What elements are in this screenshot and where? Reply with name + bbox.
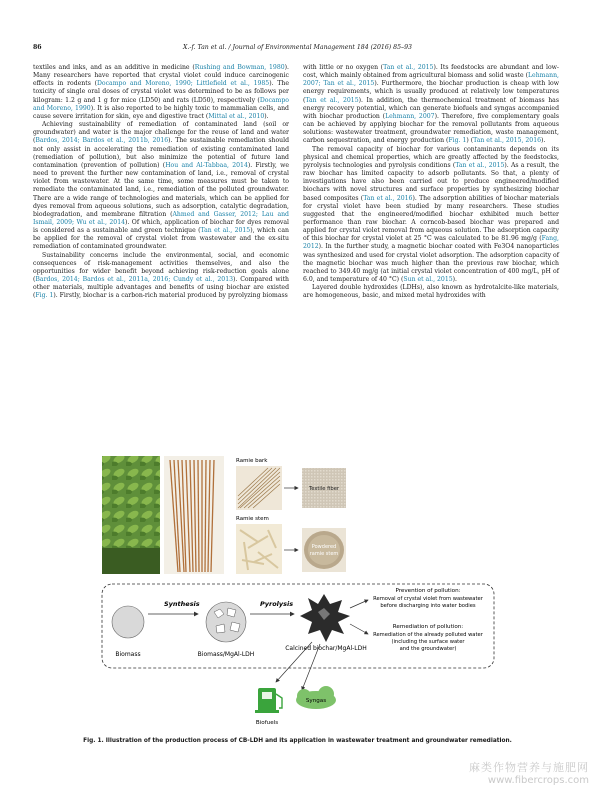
body-paragraph [33, 64, 289, 121]
label-textile-fiber: Textile fiber [308, 486, 340, 492]
paragraph-text: ), which can be applied for the removal of crystal violet from wastewater and the ex-situ remediation of contaminated groundwater. [33, 227, 289, 251]
left-text-column [33, 64, 289, 301]
body-paragraph [303, 284, 559, 300]
paragraph-text: ). Firstly, biochar is a carbon-rich material produced by pyrolyzing biomass [53, 292, 288, 300]
figure-caption: Fig. 1. Illustration of the production process of CB-LDH and its application in wastewater treatment and groundwater remediation. [83, 738, 512, 744]
label-calcined-biochar: Calcined biochar/MgAl-LDH [285, 645, 367, 652]
label-biomass-ldh: Biomass/MgAl-LDH [197, 651, 255, 658]
citation-link[interactable]: Mittal et al., 2010 [208, 112, 265, 120]
paragraph-text: ). [264, 112, 269, 120]
citation-link[interactable]: Rushing and Bowman, 1980 [194, 64, 285, 71]
paragraph-text: ). In the further study, a magnetic biochar coated with Fe3O4 nanoparticles was synthesized and used for crystal violet adsorption. The adsorption capacity of the magnetic biochar was much higher than the previous raw biochar, which reached to 349.40 mg/g (at initial crystal violet concentration of 400 mg/L, pH of 6.0, and temperature of 40 °C) ( [303, 243, 559, 284]
paragraph-text: ). Compared with other materials, multiple advantages and benefits of using biochar are existed ( [33, 276, 289, 300]
label-powdered: Powdered [311, 544, 337, 550]
label-biomass: Biomass [115, 651, 141, 658]
biomass-particle [112, 606, 144, 638]
site-watermark [469, 759, 589, 786]
powdered-ramie-stem-photo [302, 528, 346, 572]
paragraph-text: ). It is also reported to be highly toxic to mammalian cells, and cause severe irritation for skin, eye and digestive tract ( [33, 104, 289, 120]
label-syngas: Syngas [305, 698, 327, 704]
journal-citation: X.-f. Tan et al. / Journal of Environmental Management 184 (2016) 85–93 [183, 44, 412, 51]
citation-link[interactable]: Tan et al., 2016 [363, 194, 413, 202]
ramie-bark-photo [236, 466, 282, 510]
body-paragraph [303, 146, 559, 285]
citation-link[interactable]: Docampo and Moreno, 1990 [33, 96, 289, 112]
citation-link[interactable]: Hou and Al-Tabbaa, 2014 [165, 161, 248, 169]
page-number: 86 [33, 44, 42, 51]
label-ramie-bark: Ramie bark [236, 458, 268, 464]
body-paragraph [33, 252, 289, 301]
paragraph-text: The removal capacity of biochar for various contaminants depends on its physical and chemical properties, which are greatly affected by the feedstocks, pyrolysis technologies and pyrolysis conditions ( [303, 145, 559, 169]
watermark-cn: 麻类作物营养与施肥网 [469, 761, 589, 774]
ramie-stems-photo [164, 456, 224, 574]
label-pyrolysis: Pyrolysis [260, 600, 294, 608]
citation-link[interactable]: Ahmed and Gasser, 2012; Lau and Ismail, 2009; Wu et al., 2014 [33, 210, 289, 226]
paragraph-text: ). [541, 137, 546, 145]
body-paragraph [33, 121, 289, 252]
svg-text:before discharging into water: before discharging into water bodies [380, 603, 476, 609]
citation-link[interactable]: Fig. 1 [448, 137, 467, 145]
citation-link[interactable]: Tan et al., 2015 [455, 161, 505, 169]
paragraph-text: Achieving sustainability of remediation of contaminated land (soil or groundwater) and water is the major challenge for the reuse of land and water ( [33, 121, 289, 145]
citation-link[interactable]: Tan et al., 2015 [305, 96, 359, 104]
biomass-ldh-particle [206, 602, 246, 642]
citation-link[interactable]: Fang, 2012 [303, 235, 559, 251]
body-paragraph [303, 64, 559, 146]
label-ramie-stem: Ramie stem [236, 516, 269, 522]
citation-link[interactable]: Fig. 1 [35, 292, 54, 300]
figure-1 [98, 452, 498, 732]
svg-text:and the groundwater): and the groundwater) [399, 646, 457, 652]
citation-link[interactable]: Tan et al., 2015 [200, 227, 251, 235]
paragraph-text: Sustainability concerns include the environmental, social, and economic consequences of risk-management activities themselves, and also the opportunities for wider benefit beyond achieving risk-reduction goals alone ( [33, 251, 289, 284]
paragraph-text: ). Firstly, we need to prevent the further new contamination of land, i.e., removal of crystal violet from wastewater. At the same time, some measures must be taken to remediate the contaminated land, i.e., remediation of the polluted groundwater. There are a wide range of technologies and materials, which can be applied for dyes removal from aqueous solutions, such as adsorption, catalytic degradation, biodegradation, and membrane filtration ( [33, 161, 289, 218]
citation-link[interactable]: Lehmann, 2007 [385, 112, 435, 120]
watermark-url: www.fibercrops.com [487, 775, 589, 786]
paragraph-text: ). The toxicity of single oral doses of crystal violet was determined to be as follows per kilogram: 1.2 g and 1 g for mice (LD50) and rats (LD50), respectively ( [33, 80, 289, 104]
paragraph-text: Layered double hydroxides (LDHs), also known as hydrotalcite-like materials, are homogeneous, basic, and mixed metal hydroxides with [303, 284, 559, 300]
paragraph-text: ). [452, 276, 457, 284]
ramie-plant-photo [102, 456, 160, 574]
label-ramie-stem-powder: ramie stem [309, 551, 339, 557]
paragraph-text: ). Its feedstocks are abundant and low-cost, which mainly obtained from agricultural biomass and solid waste ( [303, 64, 559, 80]
remediation-of-pollution [373, 624, 484, 652]
citation-link[interactable]: Bardos, 2014; Bardos et al., 2011b, 2016 [35, 137, 169, 145]
fuel-pump-icon [255, 688, 282, 713]
paragraph-text: with little or no oxygen ( [303, 64, 384, 71]
prevention-of-pollution [373, 588, 484, 609]
citation-link[interactable]: Tan et al., 2015 [383, 64, 434, 71]
svg-text:(including the surface water: (including the surface water [391, 639, 465, 645]
ramie-stem-photo [236, 524, 282, 574]
citation-link[interactable]: Bardos, 2014; Bardos et al., 2011a, 2016; Cundy et al., 2013 [35, 276, 234, 284]
paragraph-text: ). Many researchers have reported that crystal violet could induce carcinogenic effects in rodents ( [33, 64, 290, 88]
citation-link[interactable]: Tan et al., 2015, 2016 [473, 137, 542, 145]
paragraph-text: ). Furthermore, the biochar production is cheap with low energy requirements, which is usually produced at relatively low temperatures ( [303, 80, 559, 104]
svg-text:Removal of crystal violet from: Removal of crystal violet from wastewater [373, 596, 483, 602]
paragraph-text: ). Therefore, five complementary goals can be achieved by applying biochar for the removal pollutants from aqueous solutions: wastewater treatment, groundwater remediation, waste management, carbon sequestration, and energy production ( [303, 112, 560, 145]
paragraph-text: ). In addition, the thermochemical treatment of biomass has energy recovery potential, which can generate biofuels and syngas accompanied with biochar production ( [303, 96, 559, 120]
paragraph-text: ). The sustainable remediation should not only assist in accelerating the remediation of existing contaminated land (remediation of pollution), but also minimize the potential of future land contamination (prevention of pollution) ( [33, 137, 290, 169]
citation-link[interactable]: Docampo and Moreno, 1990; Littlefield et al., 1985 [97, 80, 270, 88]
paragraph-text: ). The adsorption abilities of biochar materials for crystal violet have been studied by many researchers. These studies suggested that the engineered/modified biochar exhibited much better performance than raw biochar. A corncob-based biochar was prepared and applied for crystal violet removal from aqueous solution. The adsorption capacity of this biochar for crystal violet at 25 °C was calculated to be 81.96 mg/g ( [303, 194, 559, 243]
right-text-column [303, 64, 559, 301]
citation-link[interactable]: Sun et al., 2015 [403, 276, 453, 284]
label-biofuels: Biofuels [255, 720, 279, 726]
svg-text:Prevention of pollution:: Prevention of pollution: [395, 588, 461, 594]
label-synthesis: Synthesis [164, 600, 200, 608]
running-header [33, 44, 562, 56]
paragraph-text: ). As a result, the raw biochar has limited capacity to adsorb pollutants. So that, a plenty of investigations have also been carried out to produce engineered/modified biochars with novel structures and surface properties by synthesizing biochar based composites ( [303, 161, 560, 202]
citation-link[interactable]: Lehmann, 2007; Tan et al., 2015 [303, 72, 559, 88]
svg-text:Remediation of the already pol: Remediation of the already polluted water [373, 632, 483, 638]
paragraph-text: textiles and inks, and as an additive in medicine ( [33, 64, 195, 71]
calcined-biochar-particle [300, 594, 350, 642]
paragraph-text: ). Of which, application of biochar for dyes removal is considered as a sustainable and green technique ( [33, 218, 289, 235]
paragraph-text: ) ( [466, 137, 474, 145]
svg-text:Remediation of pollution:: Remediation of pollution: [392, 624, 464, 630]
